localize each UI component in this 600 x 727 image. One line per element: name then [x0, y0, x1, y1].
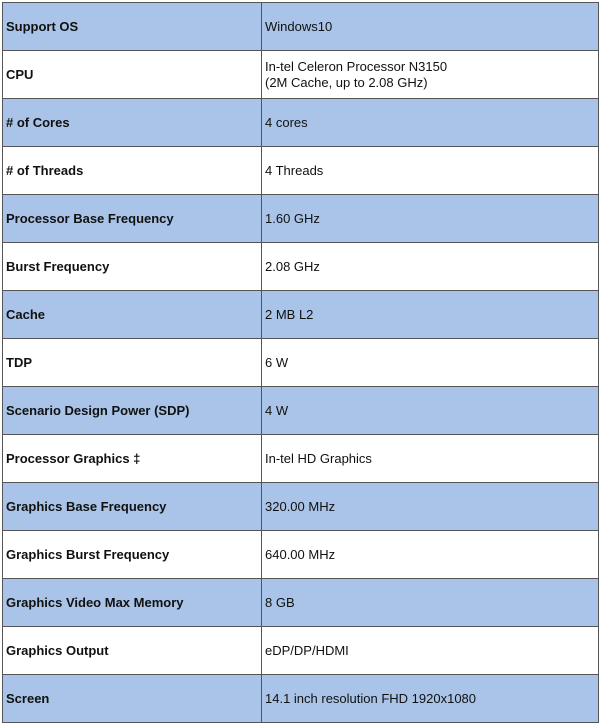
spec-label-graphics-base-frequency: Graphics Base Frequency: [3, 483, 262, 531]
table-row: [3, 51, 599, 99]
spec-value-processor-graphics: In-tel HD Graphics: [262, 435, 599, 483]
table-row: [3, 435, 599, 483]
spec-label-graphics-output: Graphics Output: [3, 627, 262, 675]
spec-label-burst-frequency: Burst Frequency: [3, 243, 262, 291]
spec-value-cores: 4 cores: [262, 99, 599, 147]
table-row: [3, 291, 599, 339]
table-row: [3, 3, 599, 51]
table-row: [3, 99, 599, 147]
spec-value-support-os: Windows10: [262, 3, 599, 51]
spec-label-threads: # of Threads: [3, 147, 262, 195]
spec-label-sdp: Scenario Design Power (SDP): [3, 387, 262, 435]
spec-value-graphics-burst-frequency: 640.00 MHz: [262, 531, 599, 579]
table-row: [3, 195, 599, 243]
spec-value-graphics-output: eDP/DP/HDMI: [262, 627, 599, 675]
spec-value-graphics-max-memory: 8 GB: [262, 579, 599, 627]
spec-table: [2, 2, 599, 723]
table-row: [3, 675, 599, 723]
table-row: [3, 243, 599, 291]
spec-label-screen: Screen: [3, 675, 262, 723]
spec-value-tdp: 6 W: [262, 339, 599, 387]
spec-label-tdp: TDP: [3, 339, 262, 387]
spec-label-cpu: CPU: [3, 51, 262, 99]
spec-value-base-frequency: 1.60 GHz: [262, 195, 599, 243]
spec-value-cache: 2 MB L2: [262, 291, 599, 339]
table-row: [3, 483, 599, 531]
spec-value-screen: 14.1 inch resolution FHD 1920x1080: [262, 675, 599, 723]
spec-value-burst-frequency: 2.08 GHz: [262, 243, 599, 291]
table-row: [3, 531, 599, 579]
table-row: [3, 627, 599, 675]
table-row: [3, 147, 599, 195]
spec-label-cache: Cache: [3, 291, 262, 339]
table-row: [3, 579, 599, 627]
spec-label-base-frequency: Processor Base Frequency: [3, 195, 262, 243]
spec-value-threads: 4 Threads: [262, 147, 599, 195]
spec-value-graphics-base-frequency: 320.00 MHz: [262, 483, 599, 531]
spec-value-cpu: In-tel Celeron Processor N3150 (2M Cache, up to 2.08 GHz): [262, 51, 599, 99]
spec-value-sdp: 4 W: [262, 387, 599, 435]
spec-label-processor-graphics: Processor Graphics ‡: [3, 435, 262, 483]
spec-label-graphics-max-memory: Graphics Video Max Memory: [3, 579, 262, 627]
spec-label-cores: # of Cores: [3, 99, 262, 147]
spec-label-support-os: Support OS: [3, 3, 262, 51]
spec-label-graphics-burst-frequency: Graphics Burst Frequency: [3, 531, 262, 579]
table-row: [3, 339, 599, 387]
table-row: [3, 387, 599, 435]
